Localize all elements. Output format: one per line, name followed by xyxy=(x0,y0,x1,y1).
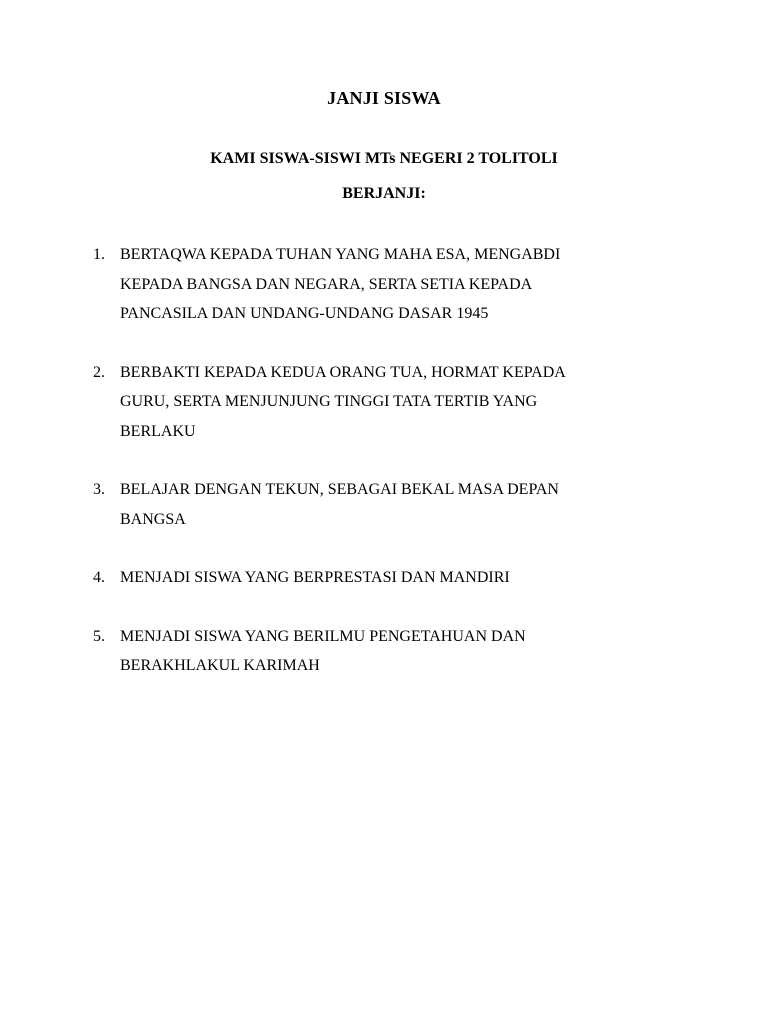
document-subtitle: KAMI SISWA-SISWI MTs NEGERI 2 TOLITOLI xyxy=(210,150,558,167)
pledge-item-text: BERLAKU xyxy=(120,422,196,440)
pledge-item-1 xyxy=(90,240,650,329)
document-subtitle-berjanji: BERJANJI: xyxy=(342,185,426,202)
pledge-item-text: BANGSA xyxy=(120,510,186,528)
pledge-item-number: 4. xyxy=(93,569,105,586)
pledge-item-text: MENJADI SISWA YANG BERILMU PENGETAHUAN DAN xyxy=(120,627,526,645)
pledge-item-text: BELAJAR DENGAN TEKUN, SEBAGAI BEKAL MASA DEPAN xyxy=(120,481,559,498)
pledge-item-number: 2. xyxy=(93,363,105,381)
pledge-item-number: 5. xyxy=(93,627,105,645)
pledge-item-number: 1. xyxy=(93,246,105,263)
pledge-item-text: BERBAKTI KEPADA KEDUA ORANG TUA, HORMAT KEPADA xyxy=(120,363,566,381)
document-title: JANJI SISWA xyxy=(327,88,441,108)
pledge-item-number: 3. xyxy=(93,481,105,498)
pledge-item-2 xyxy=(90,358,650,447)
pledge-item-text: PANCASILA DAN UNDANG-UNDANG DASAR 1945 xyxy=(120,305,489,322)
pledge-list xyxy=(90,240,650,710)
pledge-item-text: GURU, SERTA MENJUNJUNG TINGGI TATA TERTIB YANG xyxy=(120,393,538,410)
pledge-item-text: BERAKHLAKUL KARIMAH xyxy=(120,657,320,674)
pledge-item-text: KEPADA BANGSA DAN NEGARA, SERTA SETIA KEPADA xyxy=(120,275,533,293)
pledge-item-text: BERTAQWA KEPADA TUHAN YANG MAHA ESA, MENGABDI xyxy=(120,246,561,263)
pledge-item-3 xyxy=(90,475,650,534)
pledge-item-4 xyxy=(90,563,650,593)
pledge-item-text: MENJADI SISWA YANG BERPRESTASI DAN MANDIRI xyxy=(120,569,510,586)
pledge-item-5 xyxy=(90,622,650,681)
